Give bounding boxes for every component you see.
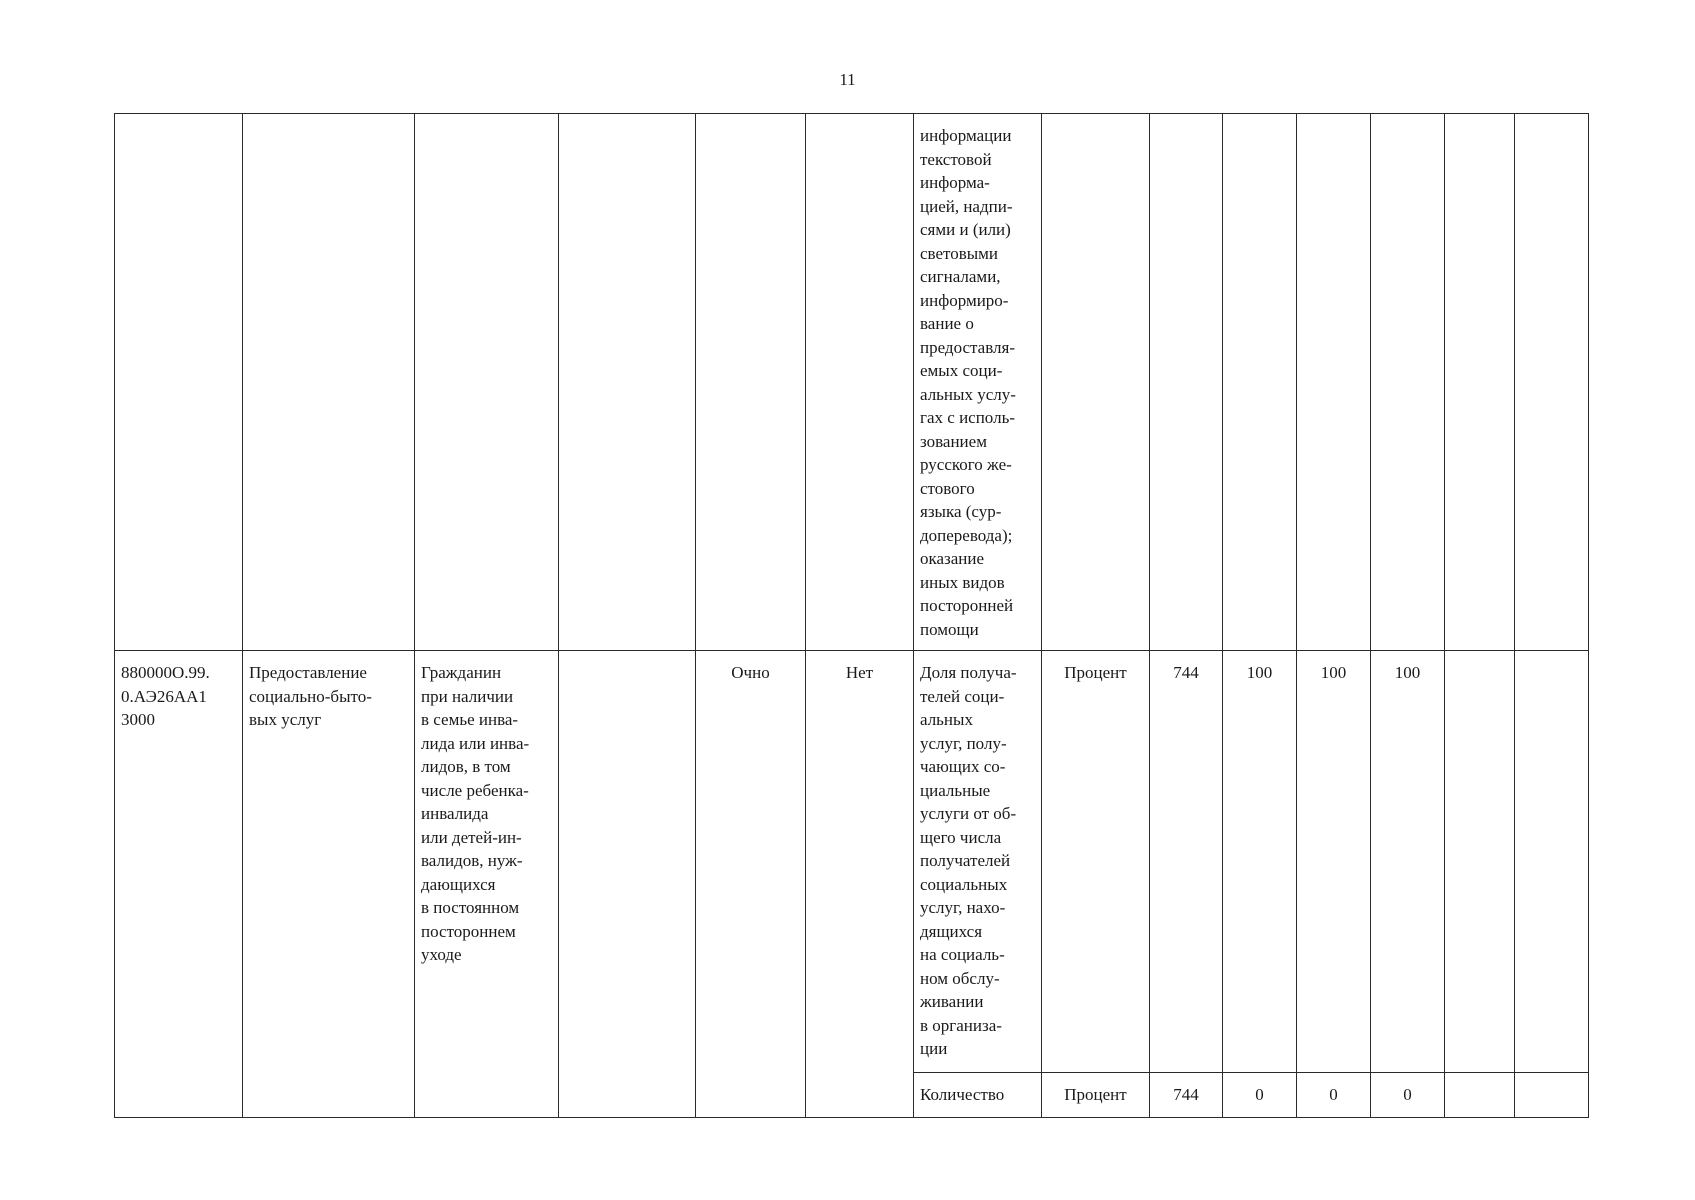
service-flag: Нет [806, 651, 914, 1118]
indicator-value-2: 0 [1297, 1073, 1371, 1118]
indicator-name: Доля получа- телей соци- альных услуг, полу- чающих со- циальные услуги от об- щего числа получателей социальных услуг, нахо- дящихся на социаль- ном обслу- живании в организа- ции [914, 651, 1042, 1073]
cell-empty [415, 114, 559, 651]
indicator-value-3: 100 [1371, 651, 1445, 1073]
service-name: Предоставление социально-быто- вых услуг [243, 651, 415, 1118]
service-row [115, 651, 1589, 1073]
cell-empty [1371, 114, 1445, 651]
cell-empty [696, 114, 806, 651]
service-form: Очно [696, 651, 806, 1118]
indicator-value-4 [1445, 1073, 1515, 1118]
cell-empty [1445, 114, 1515, 651]
continuation-row [115, 114, 1589, 651]
cell-empty [243, 114, 415, 651]
indicator-name: Количество [914, 1073, 1042, 1118]
indicator-value-3: 0 [1371, 1073, 1445, 1118]
indicator-unit: Процент [1042, 651, 1150, 1073]
indicator-continuation-text: информации текстовой информа- цией, надпи- сями и (или) световыми сигналами, информиро- вание о предоставля- емых соци- альных услу- гах с исполь- зованием русского же- стового языка (сур- доперевода); оказание иных видов посторонней помощи [914, 114, 1042, 651]
cell-empty [1042, 114, 1150, 651]
indicator-value-5 [1515, 1073, 1589, 1118]
recipient-category: Гражданин при наличии в семье инва- лида или инва- лидов, в том числе ребенка- инвалида или детей-ин- валидов, нуж- дающихся в постоянном постороннем уходе [415, 651, 559, 1118]
cell-empty [806, 114, 914, 651]
indicator-value-5 [1515, 651, 1589, 1073]
cell-empty [559, 651, 696, 1118]
indicator-value-4 [1445, 651, 1515, 1073]
cell-empty [115, 114, 243, 651]
cell-empty [1150, 114, 1223, 651]
indicator-okei: 744 [1150, 651, 1223, 1073]
cell-empty [1297, 114, 1371, 651]
service-table [114, 113, 1589, 1118]
registry-code: 880000О.99. 0.АЭ26АА1 3000 [115, 651, 243, 1118]
cell-empty [1223, 114, 1297, 651]
page-number: 11 [839, 70, 856, 89]
cell-empty [559, 114, 696, 651]
indicator-okei: 744 [1150, 1073, 1223, 1118]
indicator-value-1: 0 [1223, 1073, 1297, 1118]
indicator-unit: Процент [1042, 1073, 1150, 1118]
indicator-value-2: 100 [1297, 651, 1371, 1073]
cell-empty [1515, 114, 1589, 651]
indicator-value-1: 100 [1223, 651, 1297, 1073]
